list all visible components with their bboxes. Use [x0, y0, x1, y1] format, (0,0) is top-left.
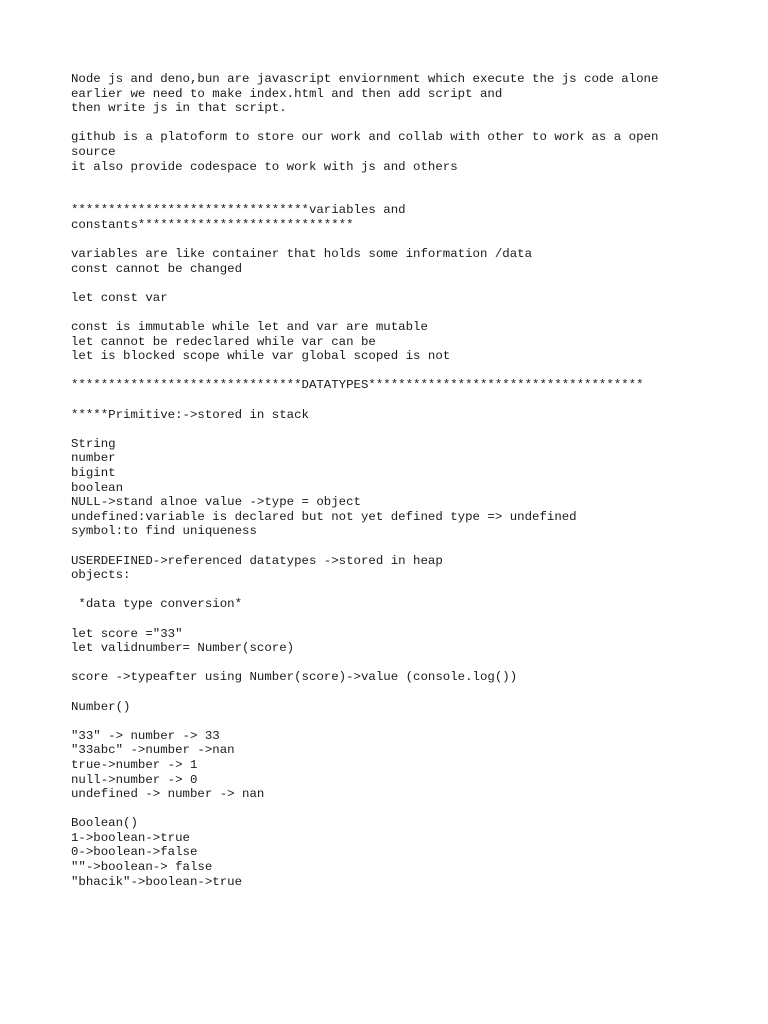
text-line: let is blocked scope while var global scoped is not: [71, 349, 451, 364]
blank-line: [71, 189, 711, 204]
text-line: objects:: [71, 568, 131, 583]
text-line: const is immutable while let and var are mutable: [71, 320, 428, 335]
blank-line: [71, 276, 711, 291]
text-line: let cannot be redeclared while var can be: [71, 334, 376, 349]
text-line: let score ="33": [71, 626, 183, 641]
blank-line: [71, 233, 711, 248]
text-line: it also provide codespace to work with js and others: [71, 159, 458, 174]
text-line: USERDEFINED->referenced datatypes ->stored in heap: [71, 553, 443, 568]
blank-line: [71, 422, 711, 437]
blank-line: [71, 583, 711, 598]
text-line: *data type conversion*: [71, 597, 243, 612]
text-line: score ->typeafter using Number(score)->value (console.log()): [71, 670, 518, 685]
text-line: 0->boolean->false: [71, 845, 198, 860]
text-line: NULL->stand alnoe value ->type = object: [71, 495, 361, 510]
text-line: boolean: [71, 480, 124, 495]
blank-line: [71, 656, 711, 671]
text-line: ""->boolean-> false: [71, 860, 213, 875]
text-line: String: [71, 436, 116, 451]
text-line: null->number -> 0: [71, 772, 198, 787]
blank-line: [71, 116, 711, 131]
text-line: let const var: [71, 290, 168, 305]
text-line: let validnumber= Number(score): [71, 641, 295, 656]
blank-line: [71, 685, 711, 700]
text-line: "33" -> number -> 33: [71, 728, 220, 743]
text-line: then write js in that script.: [71, 101, 287, 116]
blank-line: [71, 802, 711, 817]
text-line: github is a platoform to store our work and collab with other to work as a open: [71, 130, 659, 145]
document-body: [71, 72, 711, 889]
text-line: *******************************DATATYPES*************************************: [71, 378, 644, 393]
blank-line: [71, 612, 711, 627]
text-line: "bhacik"->boolean->true: [71, 874, 243, 889]
text-line: bigint: [71, 466, 116, 481]
text-line: *****Primitive:->stored in stack: [71, 407, 309, 422]
text-line: 1->boolean->true: [71, 830, 190, 845]
text-line: Node js and deno,bun are javascript enviornment which execute the js code alone: [71, 72, 659, 86]
text-line: source: [71, 144, 116, 159]
text-line: symbol:to find uniqueness: [71, 524, 257, 539]
text-line: number: [71, 451, 116, 466]
blank-line: [71, 174, 711, 189]
blank-line: [71, 714, 711, 729]
blank-line: [71, 306, 711, 321]
text-line: ********************************variables and: [71, 203, 406, 218]
text-line: earlier we need to make index.html and then add script and: [71, 86, 503, 101]
text-line: Number(): [71, 699, 131, 714]
text-line: undefined:variable is declared but not yet defined type => undefined: [71, 509, 577, 524]
text-line: undefined -> number -> nan: [71, 787, 265, 802]
text-line: constants*****************************: [71, 217, 354, 232]
blank-line: [71, 393, 711, 408]
blank-line: [71, 539, 711, 554]
text-line: variables are like container that holds some information /data: [71, 247, 533, 262]
text-line: true->number -> 1: [71, 757, 198, 772]
text-line: const cannot be changed: [71, 261, 243, 276]
text-line: Boolean(): [71, 816, 138, 831]
text-line: "33abc" ->number ->nan: [71, 743, 235, 758]
blank-line: [71, 364, 711, 379]
